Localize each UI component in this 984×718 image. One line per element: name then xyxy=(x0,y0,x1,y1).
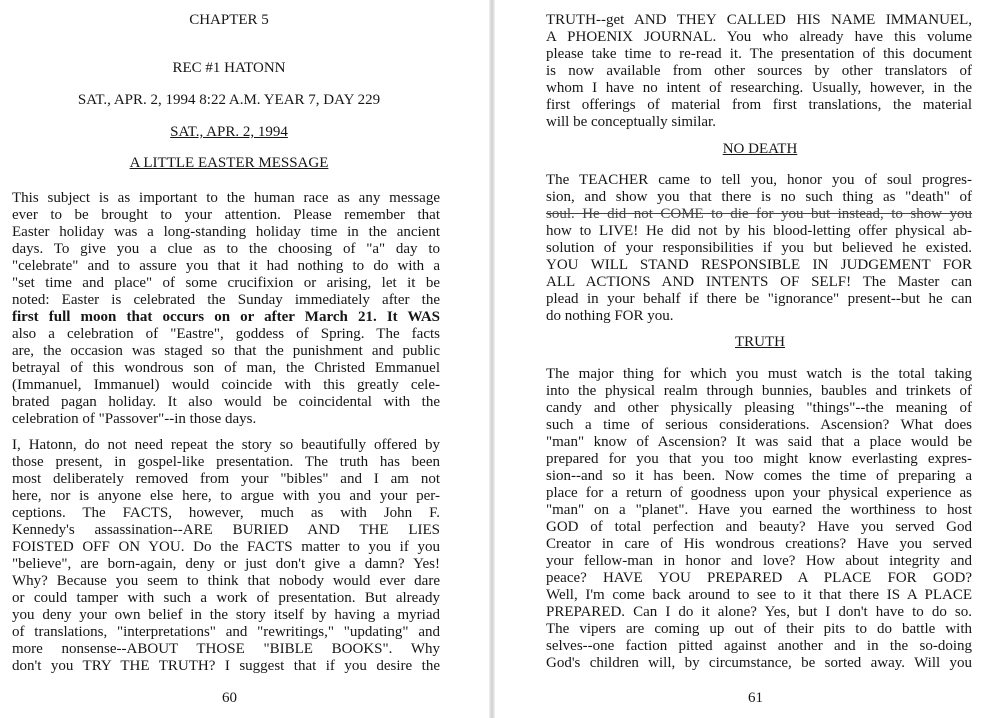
text-line: YOU WILL STAND RESPONSIBLE IN JUDGEMENT FOR xyxy=(546,257,972,273)
text-line: noted: Easter is celebrated the Sunday immediately after the xyxy=(12,292,440,308)
text-line: ALL ACTIONS AND INTENTS OF SELF! The Master can xyxy=(546,274,972,290)
text-line: prepared for you that you too might know everlasting expres- xyxy=(546,451,972,467)
text-line: those present, in gospel-like presentation. The truth has been xyxy=(12,454,440,470)
text-line: first offerings of material from first translations, the material xyxy=(546,97,972,113)
text-line: is now available from other sources by other translators of xyxy=(546,63,972,79)
text-line: ever to be brought to your attention. Please remember that xyxy=(12,207,440,223)
text-line: don't you TRY THE TRUTH? I suggest that if you desire the xyxy=(12,658,440,674)
text-line: your fellow-man in honor and love? How about integrity and xyxy=(546,553,972,569)
text-line: of translations, "interpretations" and "rewritings," "updating" and xyxy=(12,624,440,640)
text-line: or could tamper with such a work of presentation. But already xyxy=(12,590,440,606)
text-line: you deny your own belief in the story itself by having a myriad xyxy=(12,607,440,623)
text-line: Why? Because you seem to think that nobody would ever dare xyxy=(12,573,440,589)
text-line: TRUTH--get AND THEY CALLED HIS NAME IMMANUEL, xyxy=(546,12,972,28)
rec-line: REC #1 HATONN xyxy=(172,60,286,76)
text-line: first full moon that occurs on or after March 21. It WAS xyxy=(12,309,440,325)
text-line: are, the occasion was staged so that the punishment and public xyxy=(12,343,440,359)
text-line: whom I have no intent of researching. Usually, however, in the xyxy=(546,80,972,96)
text-line: Kennedy's assassination--ARE BURIED AND THE LIES xyxy=(12,522,440,538)
text-line: peace? HAVE YOU PREPARED A PLACE FOR GOD? xyxy=(546,570,972,586)
text-line: sion--and so it has been. Now comes the time of preparing a xyxy=(546,468,972,484)
section-heading-truth: TRUTH xyxy=(735,334,785,350)
text-line: GOD of total perfection and beauty? Have you served God xyxy=(546,519,972,535)
page-number: 61 xyxy=(748,690,763,706)
text-line: also a celebration of "Eastre", goddess of Spring. The facts xyxy=(12,326,440,342)
text-line: such a time of serious considerations. Ascension? What does xyxy=(546,417,972,433)
text-line: ceptions. The FACTS, however, much as with John F. xyxy=(12,505,440,521)
text-line: solution of your responsibilities if you but believed he existed. xyxy=(546,240,972,256)
chapter-heading: CHAPTER 5 xyxy=(189,12,269,28)
text-line: I, Hatonn, do not need repeat the story so beautifully offered by xyxy=(12,437,440,453)
text-line: "man" know of Ascension? It was said that a place would be xyxy=(546,434,972,450)
page-number: 60 xyxy=(222,690,237,706)
left-page xyxy=(0,0,488,718)
text-line: do nothing FOR you. xyxy=(546,308,674,324)
text-line: into the physical realm through bunnies, baubles and trinkets of xyxy=(546,383,972,399)
text-line: Well, I'm come back around to see to it that there IS A PLACE xyxy=(546,587,972,603)
text-line: (Immanuel, Immanuel) would coincide with this greatly cele- xyxy=(12,377,440,393)
text-line: Creator in care of His wondrous creations? Have you served xyxy=(546,536,972,552)
text-line: soul. He did not COME to die for you but instead, to show you xyxy=(546,206,972,222)
text-line: will be conceptually similar. xyxy=(546,114,716,130)
section-heading-no-death: NO DEATH xyxy=(722,141,798,157)
text-line: FOISTED OFF ON YOU. Do the FACTS matter to you if you xyxy=(12,539,440,555)
text-line: The vipers are coming up out of their pits to do battle with xyxy=(546,621,972,637)
text-line: days. To give you a clue as to the choosing of "a" day to xyxy=(12,241,440,257)
text-line: place for a return of goodness upon your physical experience as xyxy=(546,485,972,501)
text-line: betrayal of this wondrous son of man, the Christed Emmanuel xyxy=(12,360,440,376)
text-line: The major thing for which you must watch is the total taking xyxy=(546,366,972,382)
text-line: "set time and place" of some crucifixion or arising, let it be xyxy=(12,275,440,291)
text-line: The TEACHER came to tell you, honor you of soul progres- xyxy=(546,172,972,188)
text-line: "celebrate" and to assure you that it had nothing to do with a xyxy=(12,258,440,274)
text-line: PREPARED. Can I do it alone? Yes, but I don't have to do so. xyxy=(546,604,972,620)
text-line: more nonsense--ABOUT THOSE "BIBLE BOOKS". Why xyxy=(12,641,440,657)
date-underlined: SAT., APR. 2, 1994 xyxy=(170,124,288,140)
gutter xyxy=(489,0,495,718)
text-line: brated pagan holiday. It also would be coincidental with the xyxy=(12,394,440,410)
text-line: God's children will, by circumstance, be sorted away. Will you xyxy=(546,655,972,671)
text-line: A PHOENIX JOURNAL. You who already have this volume xyxy=(546,29,972,45)
dateline: SAT., APR. 2, 1994 8:22 A.M. YEAR 7, DAY 229 xyxy=(77,92,381,108)
text-line: "believe", are born-again, deny or just don't give a damn? Yes! xyxy=(12,556,440,572)
text-line: here, nor is anyone else here, to argue with you and your per- xyxy=(12,488,440,504)
text-line: please take time to re-read it. The presentation of this document xyxy=(546,46,972,62)
text-line: "man" on a "planet". Have you earned the worthiness to host xyxy=(546,502,972,518)
text-line: selves--one faction pitted against another and in the so-doing xyxy=(546,638,972,654)
text-line: Easter holiday was a long-standing holiday time in the ancient xyxy=(12,224,440,240)
text-line: most deliberately removed from your "bibles" and I am not xyxy=(12,471,440,487)
text-line: plead in your behalf if there be "ignorance" present--but he can xyxy=(546,291,972,307)
text-line: how to LIVE! He did not by his blood-letting offer physical ab- xyxy=(546,223,972,239)
chapter-title: A LITTLE EASTER MESSAGE xyxy=(129,155,329,171)
right-page xyxy=(496,0,984,718)
text-line: candy and other physically pleasing "things"--the meaning of xyxy=(546,400,972,416)
text-line: This subject is as important to the human race as any message xyxy=(12,190,440,206)
text-line: celebration of "Passover"--in those days. xyxy=(12,411,257,427)
text-line: sion, and show you that there is no such thing as "death" of xyxy=(546,189,972,205)
